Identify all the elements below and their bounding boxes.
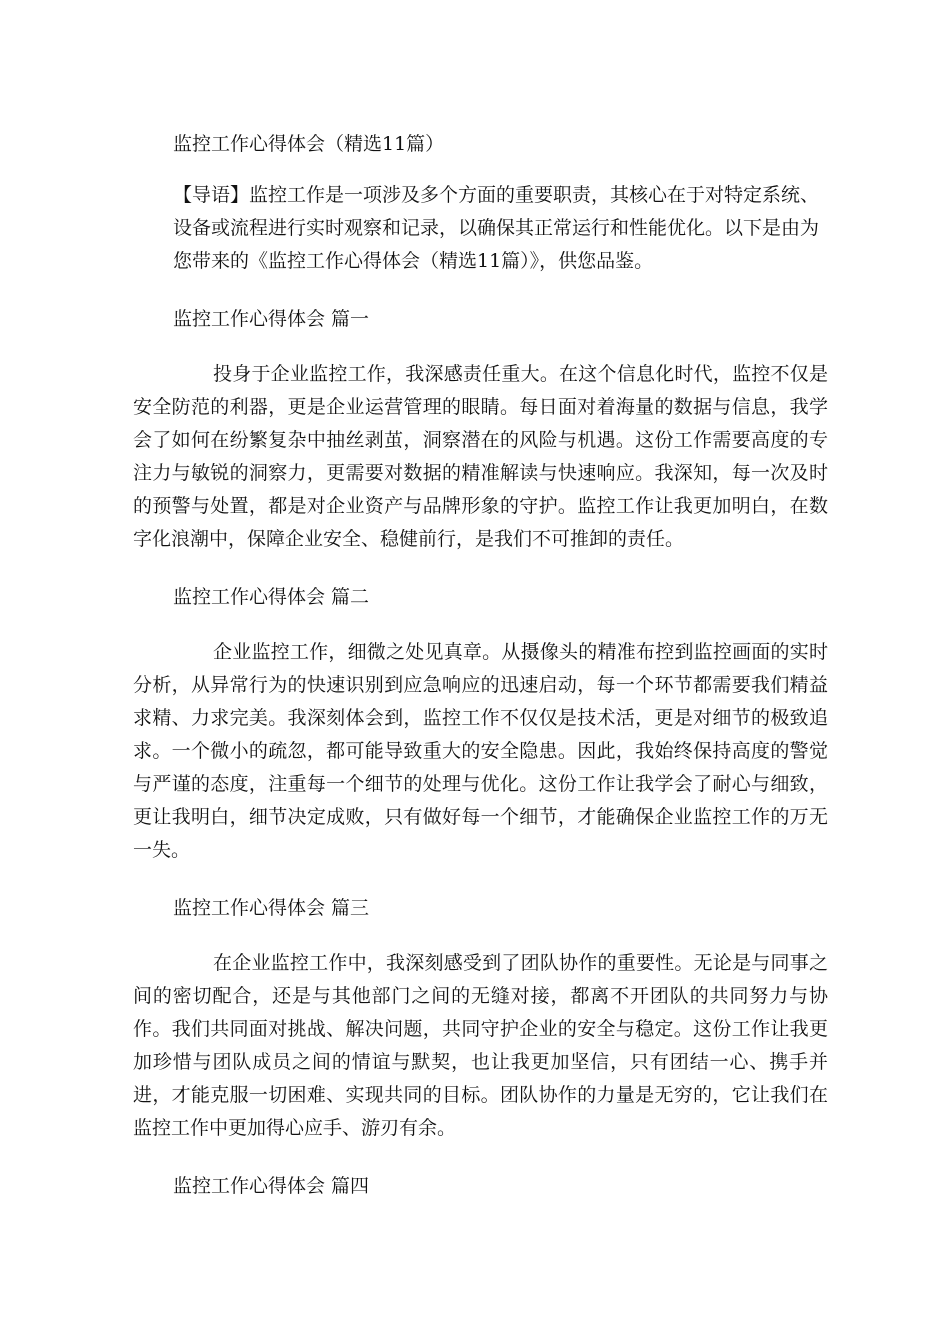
section-body: 企业监控工作，细微之处见真章。从摄像头的精准布控到监控画面的实时分析，从异常行为的快速识别到应急响应的迅速启动，每一个环节都需要我们精益求精、力求完美。我深刻体会到，监控工作不仅仅是技术活，更是对细节的极致追求。一个微小的疏忽，都可能导致重大的安全隐患。因此，我始终保持高度的警觉与严谨的态度，注重每一个细节的处理与优化。这份工作让我学会了耐心与细致，更让我明白，细节决定成败，只有做好每一个细节，才能确保企业监控工作的万无一失。	[133, 641, 828, 861]
section-title: 监控工作心得体会 篇四	[173, 1175, 370, 1197]
section-body: 在企业监控工作中，我深刻感受到了团队协作的重要性。无论是与同事之间的密切配合，还是与其他部门之间的无缝对接，都离不开团队的共同努力与协作。我们共同面对挑战、解决问题，共同守护企业的安全与稳定。这份工作让我更加珍惜与团队成员之间的情谊与默契，也让我更加坚信，只有团结一心、携手并进，才能克服一切困难、实现共同的目标。团队协作的力量是无穷的，它让我们在监控工作中更加得心应手、游刃有余。	[133, 952, 828, 1139]
intro-paragraph	[173, 179, 828, 278]
section-body: 投身于企业监控工作，我深感责任重大。在这个信息化时代，监控不仅是安全防范的利器，更是企业运营管理的眼睛。每日面对着海量的数据与信息，我学会了如何在纷繁复杂中抽丝剥茧，洞察潜在的风险与机遇。这份工作需要高度的专注力与敏锐的洞察力，更需要对数据的精准解读与快速响应。我深知，每一次及时的预警与处置，都是对企业资产与品牌形象的守护。监控工作让我更加明白，在数字化浪潮中，保障企业安全、稳健前行，是我们不可推卸的责任。	[133, 363, 828, 550]
section-3	[133, 891, 828, 1145]
section-1	[133, 302, 828, 556]
document-title: 监控工作心得体会（精选11篇）	[173, 133, 445, 155]
intro-text: 监控工作是一项涉及多个方面的重要职责，其核心在于对特定系统、设备或流程进行实时观察和记录，以确保其正常运行和性能优化。以下是由为您带来的《监控工作心得体会（精选11篇）》，供您品鉴。	[173, 184, 820, 272]
section-title: 监控工作心得体会 篇三	[173, 897, 370, 919]
section-title: 监控工作心得体会 篇二	[173, 586, 370, 608]
intro-label: 【导语】	[173, 184, 250, 206]
document-content	[133, 127, 828, 1203]
section-4	[133, 1169, 828, 1203]
section-2	[133, 580, 828, 867]
section-title: 监控工作心得体会 篇一	[173, 308, 370, 330]
